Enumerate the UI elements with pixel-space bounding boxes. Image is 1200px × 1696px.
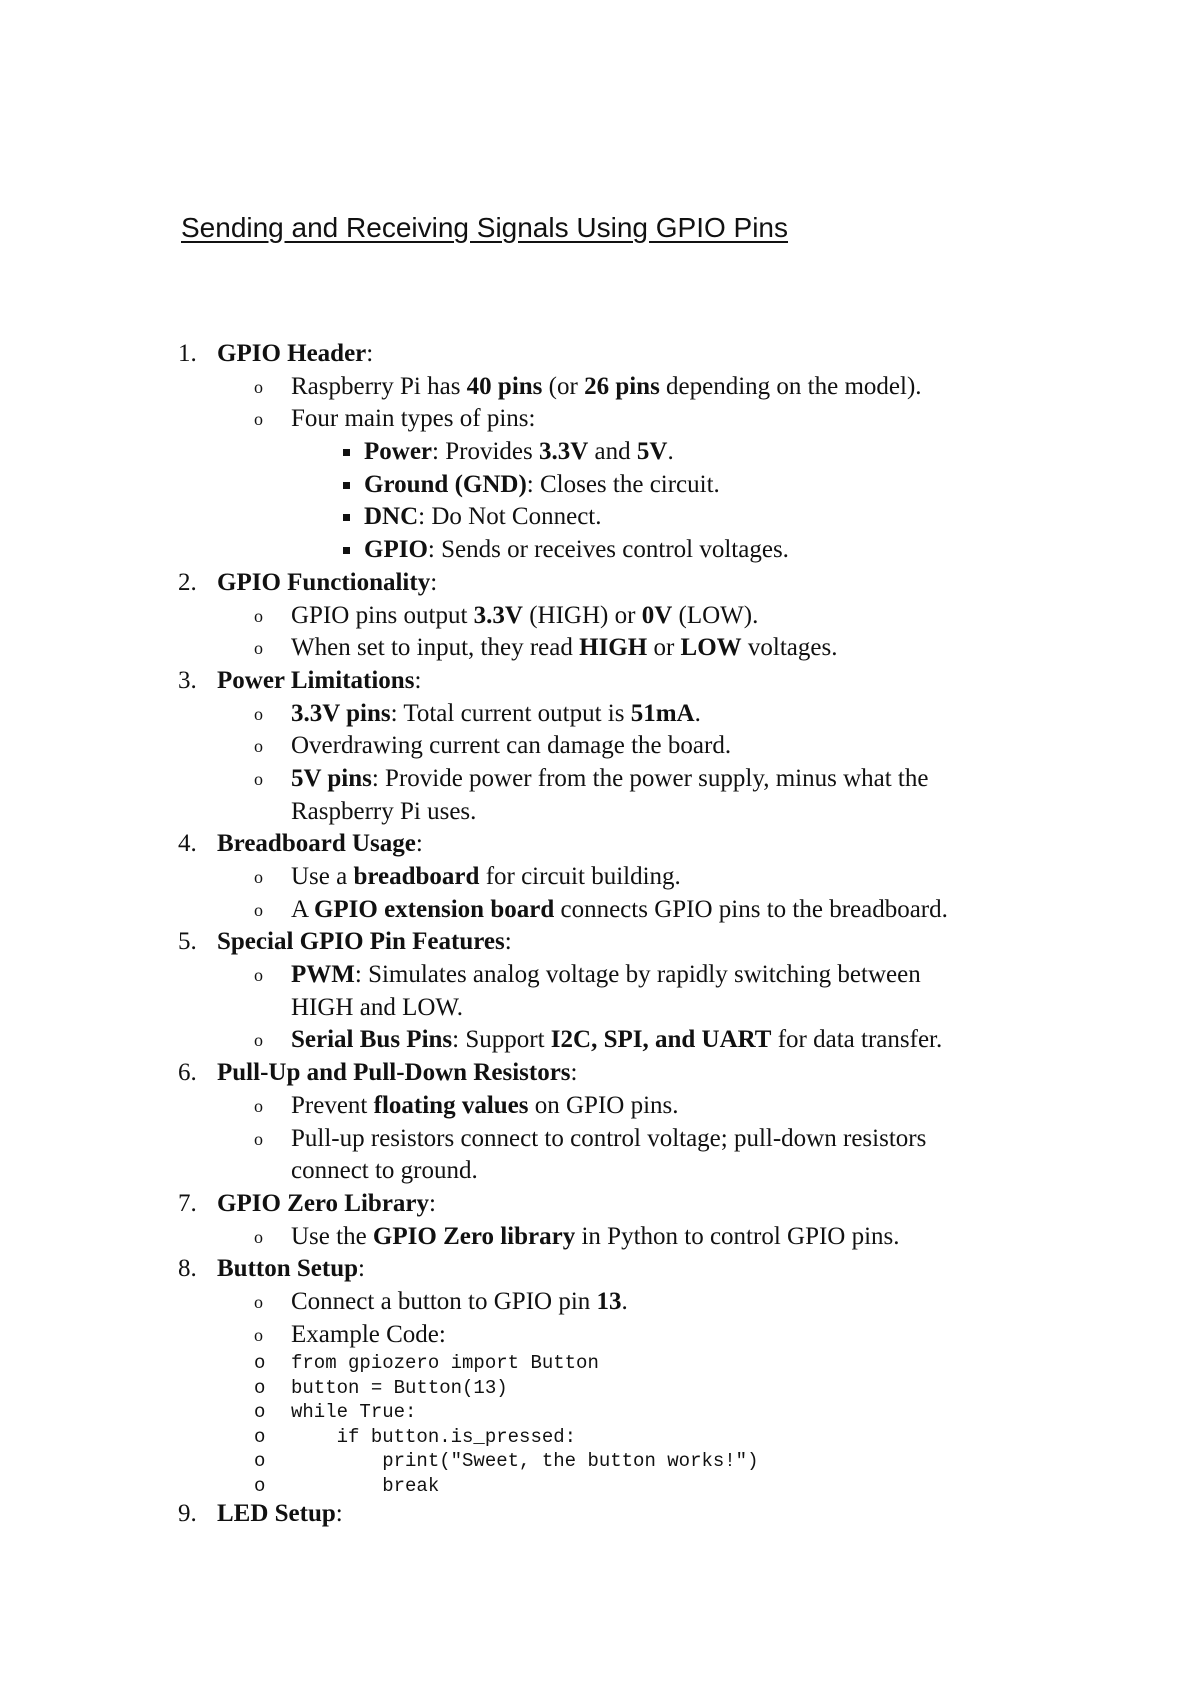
list-item-gpio-header: 1. GPIO Header: (0, 338, 1200, 371)
section-heading: Special GPIO Pin Features (217, 928, 505, 956)
bullet-circle-icon: o (254, 703, 263, 724)
list-item-gpio-functionality: 2. GPIO Functionality: (0, 567, 1200, 600)
code-line: o from gpiozero import Button (254, 1352, 599, 1375)
bullet-circle-icon: o (254, 1450, 266, 1473)
sub-item: o Serial Bus Pins: Support I2C, SPI, and UART for data transfer. (0, 1024, 1200, 1057)
bullet-circle-icon: o (254, 1324, 263, 1345)
bullet-circle-icon: o (254, 1352, 266, 1375)
bullet-circle-icon: o (254, 376, 263, 397)
bullet-circle-icon: o (254, 1376, 266, 1399)
code-line: o break (254, 1474, 440, 1497)
bullet-circle-icon: o (254, 638, 263, 659)
bullet-circle-icon: o (254, 1095, 263, 1116)
list-number: 4. (178, 830, 197, 858)
bullet-circle-icon: o (254, 1401, 266, 1424)
bullet-square-icon (343, 482, 350, 489)
sub-item: o Example Code: (0, 1319, 1200, 1352)
bullet-circle-icon: o (254, 867, 263, 887)
sub-item: o Overdrawing current can damage the board. (0, 730, 1200, 763)
list-number: 5. (178, 928, 197, 956)
list-item-button-setup: 8. Button Setup: (0, 1253, 1200, 1286)
list-item-breadboard-usage: 4. Breadboard Usage: (0, 828, 1200, 861)
list-number: 6. (178, 1059, 197, 1087)
list-item-special-gpio-features: 5. Special GPIO Pin Features: (0, 926, 1200, 959)
sub-item: o Use the GPIO Zero library in Python to control GPIO pins. (0, 1221, 1200, 1254)
section-heading: Power Limitations (217, 666, 415, 694)
sub-item-continuation: Raspberry Pi uses. (291, 797, 477, 825)
code-line: o if button.is_pressed: (254, 1425, 577, 1448)
bullet-circle-icon: o (254, 1030, 263, 1051)
sub-sub-item: Power: Provides 3.3V and 5V. (0, 436, 1200, 469)
bullet-square-icon (343, 547, 350, 554)
list-item-power-limitations: 3. Power Limitations: (0, 665, 1200, 698)
list-item-gpio-zero-library: 7. GPIO Zero Library: (0, 1188, 1200, 1221)
sub-sub-item: GPIO: Sends or receives control voltages. (0, 534, 1200, 567)
sub-item: o Four main types of pins: (0, 403, 1200, 436)
bullet-circle-icon: o (254, 605, 263, 626)
document-body (0, 338, 1200, 1531)
sub-item: o 3.3V pins: Total current output is 51mA. (0, 698, 1200, 731)
list-number: 7. (178, 1189, 197, 1217)
sub-item: o 5V pins: Provide power from the power supply, minus what the (0, 763, 1200, 796)
bullet-square-icon (343, 449, 350, 456)
code-line: o print("Sweet, the button works!") (254, 1450, 759, 1473)
bullet-circle-icon: o (254, 1474, 266, 1497)
sub-item: o A GPIO extension board connects GPIO pins to the breadboard. (0, 894, 1200, 927)
bullet-circle-icon: o (254, 409, 263, 430)
code-line: o while True: (254, 1401, 417, 1424)
code-line: o button = Button(13) (254, 1376, 508, 1399)
sub-item: o Prevent floating values on GPIO pins. (0, 1090, 1200, 1123)
section-heading: Button Setup (217, 1255, 359, 1283)
section-heading: GPIO Zero Library (217, 1189, 430, 1217)
sub-item: o When set to input, they read HIGH or LOW voltages. (0, 632, 1200, 665)
list-number: 8. (178, 1255, 197, 1283)
list-number: 9. (178, 1500, 197, 1528)
bullet-circle-icon: o (254, 965, 263, 986)
list-number: 1. (178, 340, 197, 367)
bullet-square-icon (343, 514, 350, 521)
sub-sub-item: Ground (GND): Closes the circuit. (0, 469, 1200, 502)
section-heading: Breadboard Usage (217, 830, 416, 858)
bullet-circle-icon: o (254, 1128, 263, 1149)
bullet-circle-icon: o (254, 1291, 263, 1312)
sub-item: o GPIO pins output 3.3V (HIGH) or 0V (LOW). (0, 600, 1200, 633)
sub-item-continuation: connect to ground. (291, 1157, 478, 1185)
sub-item-continuation: HIGH and LOW. (291, 993, 463, 1021)
sub-sub-item: DNC: Do Not Connect. (0, 501, 1200, 534)
section-heading: GPIO Functionality (217, 568, 431, 596)
bullet-circle-icon: o (254, 1425, 266, 1448)
bullet-circle-icon: o (254, 768, 263, 789)
section-heading: Pull-Up and Pull-Down Resistors (217, 1059, 571, 1087)
bullet-circle-icon: o (254, 736, 263, 757)
page-title: Sending and Receiving Signals Using GPIO Pins (181, 212, 789, 243)
sub-item: o PWM: Simulates analog voltage by rapidly switching between (0, 959, 1200, 992)
list-item-led-setup: 9. LED Setup: (0, 1498, 1200, 1531)
list-item-pull-resistors: 6. Pull-Up and Pull-Down Resistors: (0, 1057, 1200, 1090)
list-number: 3. (178, 666, 197, 694)
list-number: 2. (178, 568, 197, 596)
section-heading: LED Setup (217, 1500, 336, 1528)
sub-item: o Use a breadboard for circuit building. (0, 861, 1200, 894)
bullet-circle-icon: o (254, 899, 263, 920)
bullet-circle-icon: o (254, 1226, 263, 1247)
sub-item: o Connect a button to GPIO pin 13. (0, 1286, 1200, 1319)
sub-item: o Raspberry Pi has 40 pins (or 26 pins depending on the model). (0, 371, 1200, 404)
section-heading: GPIO Header (217, 340, 367, 367)
sub-item: o Pull-up resistors connect to control voltage; pull-down resistors (0, 1123, 1200, 1156)
